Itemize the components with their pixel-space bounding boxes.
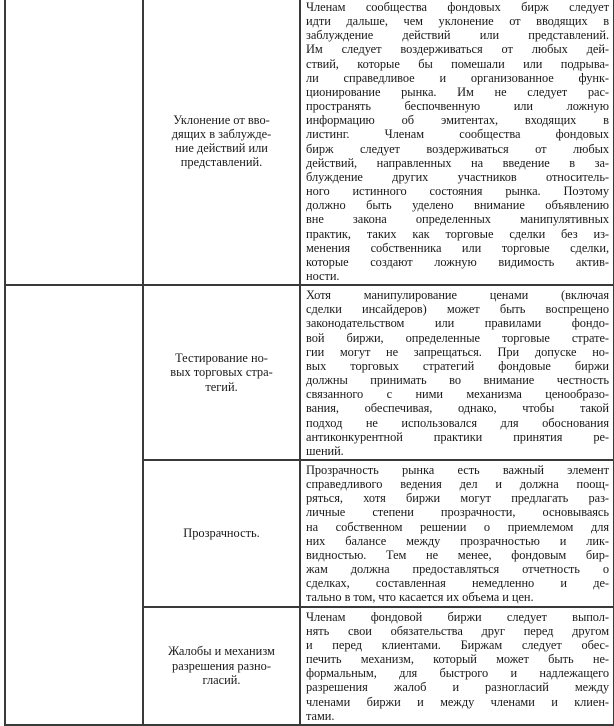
text-line: вне закона определенных манипулятивных xyxy=(306,212,609,227)
text-line: Им следует воздерживаться от любых дей- xyxy=(306,42,609,57)
principle-description xyxy=(301,608,613,724)
description-cell xyxy=(300,460,614,607)
text-line: Прозрачность. xyxy=(183,526,260,541)
description-cell xyxy=(300,607,614,725)
text-line: гласий. xyxy=(202,672,241,687)
text-line: справедливого ведения дел и должна поощ- xyxy=(306,477,609,492)
text-line: вания, обеспечивая, однако, чтобы такой xyxy=(306,401,609,416)
text-line: ние действий или xyxy=(175,141,268,156)
text-line: ствий, которые бы помешали или подрыва- xyxy=(306,56,609,71)
text-line: дящих в заблужде- xyxy=(171,126,272,141)
text-line: членами биржи и между членами и клиен- xyxy=(306,694,609,709)
text-line: и перед клиентами. Биржам следует обес- xyxy=(306,637,609,652)
text-line: представлений. xyxy=(180,155,263,170)
text-line: гии могут не запрещаться. При допуске но- xyxy=(306,344,609,359)
principle-description xyxy=(301,0,613,284)
text-line: тально в том, что касается их объема и цен. xyxy=(306,590,534,605)
text-line: должны принимать во внимание честность xyxy=(306,373,609,388)
principles-table xyxy=(4,0,614,726)
principle-label xyxy=(144,526,299,540)
text-line: тегий. xyxy=(205,379,238,394)
text-line: блуждение других участников относитель- xyxy=(306,169,609,184)
description-cell xyxy=(300,285,614,460)
text-line: разрешения жалоб и разногласий между xyxy=(306,680,609,695)
text-line: пространять беспочвенную или ложную xyxy=(306,99,609,114)
text-line: практик, таких как торговые сделки без из- xyxy=(306,226,609,241)
text-line: на собственном решении о приемлемом для xyxy=(306,519,609,534)
text-line: ли справедливое и организованное функ- xyxy=(306,70,609,85)
category-cell xyxy=(5,285,143,725)
text-line: листинг. Членам сообщества фондовых xyxy=(306,127,609,142)
text-line: вых торговых стратегий фондовые биржи xyxy=(306,358,609,373)
text-line: ности. xyxy=(306,268,340,283)
principle-description xyxy=(301,461,613,606)
text-line: Тестирование но- xyxy=(175,351,268,366)
text-line: должно быть уделено внимание объявлению xyxy=(306,198,609,213)
text-line: формальным, для быстрого и надлежащего xyxy=(306,666,609,681)
text-line: тами. xyxy=(306,708,335,723)
text-line: заблуждение действий или представлений. xyxy=(306,28,609,43)
label-cell xyxy=(143,0,300,285)
text-line: Уклонение от вво- xyxy=(173,112,270,127)
table-row xyxy=(5,0,614,285)
text-line: ряться, хотя биржи могут предлагать раз- xyxy=(306,491,609,506)
text-line: нять свои обязательства друг перед другом xyxy=(306,623,609,638)
principle-label xyxy=(144,644,299,687)
text-line: личные степени прозрачности, основываясь xyxy=(306,505,609,520)
text-line: которые создают ложную видимость актив- xyxy=(306,254,609,269)
principle-label xyxy=(144,113,299,170)
text-line: ного истинного состояния рынка. Поэтому xyxy=(306,184,609,199)
text-line: жам должна предоставляться отчетность о xyxy=(306,562,609,577)
text-line: печить механизм, который может быть не- xyxy=(306,652,609,667)
text-line: вой биржи, определенные торговые страте- xyxy=(306,330,609,345)
text-line: подход не использовался для обоснования xyxy=(306,415,609,430)
text-line: законодательством или правилами фондо- xyxy=(306,316,609,331)
text-line: идти дальше, чем уклонение от вводящих в xyxy=(306,14,609,29)
text-line: Хотя манипулирование ценами (включая xyxy=(306,288,609,303)
label-cell xyxy=(143,607,300,725)
text-line: разрешения разно- xyxy=(172,658,271,673)
text-line: антиконкурентной практики принятия ре- xyxy=(306,429,609,444)
text-line: Жалобы и механизм xyxy=(168,644,275,659)
table-row xyxy=(5,285,614,460)
text-line: сделках, составленная немедленно и де- xyxy=(306,576,609,591)
text-line: Членам сообщества фондовых бирж следует xyxy=(306,0,609,14)
text-line: шений. xyxy=(306,443,344,458)
description-cell xyxy=(300,0,614,285)
text-line: сделки инсайдеров) может быть воспрещено xyxy=(306,302,609,317)
text-line: видностью. Тем не менее, фондовым бир- xyxy=(306,547,609,562)
label-cell xyxy=(143,460,300,607)
principle-label xyxy=(144,351,299,394)
text-line: ционирование рынка. Им не следует рас- xyxy=(306,84,609,99)
label-cell xyxy=(143,285,300,460)
text-line: Прозрачность рынка есть важный элемент xyxy=(306,463,609,477)
text-line: вых торговых стра- xyxy=(170,365,273,380)
text-line: них балансе между прозрачностью и лик- xyxy=(306,533,609,548)
category-cell xyxy=(5,0,143,285)
text-line: действий, направленных на введение в за- xyxy=(306,155,609,170)
text-line: менения собственника или торговые сделки, xyxy=(306,240,609,255)
text-line: Членам фондовой биржи следует выпол- xyxy=(306,609,609,624)
text-line: связанного с ними механизма ценообразо- xyxy=(306,387,609,402)
text-line: информацию об эмитентах, входящих в xyxy=(306,113,609,128)
principle-description xyxy=(301,286,613,459)
text-line: бирж следует воздерживаться от любых xyxy=(306,141,609,156)
